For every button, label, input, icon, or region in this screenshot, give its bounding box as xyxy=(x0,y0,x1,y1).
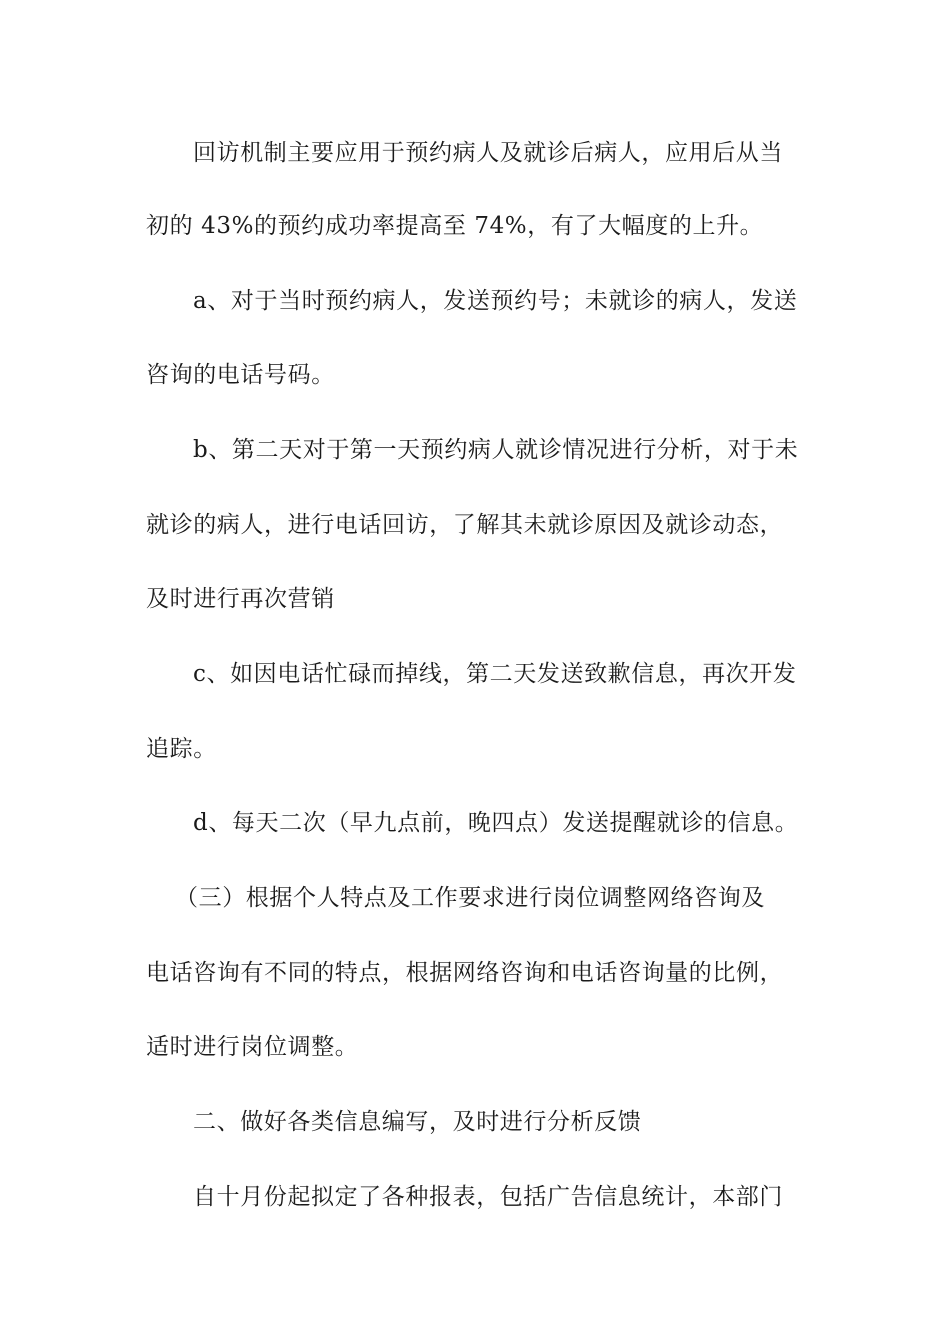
paragraph-line: d、每天二次（早九点前，晚四点）发送提醒就诊的信息。 xyxy=(193,810,799,836)
paragraph-line: a、对于当时预约病人，发送预约号；未就诊的病人，发送 xyxy=(193,288,798,314)
paragraph-line: c、如因电话忙碌而掉线，第二天发送致歉信息，再次开发 xyxy=(193,661,797,687)
paragraph-line: 自十月份起拟定了各种报表，包括广告信息统计，本部门 xyxy=(193,1184,783,1210)
paragraph-line: 电话咨询有不同的特点，根据网络咨询和电话咨询量的比例， xyxy=(146,960,784,986)
paragraph-line: b、第二天对于第一天预约病人就诊情况进行分析，对于未 xyxy=(193,437,799,463)
paragraph-line: 就诊的病人，进行电话回访，了解其未就诊原因及就诊动态， xyxy=(146,512,784,538)
section-heading-line: 二、做好各类信息编写，及时进行分析反馈 xyxy=(193,1109,642,1135)
paragraph-line: 适时进行岗位调整。 xyxy=(146,1034,359,1060)
paragraph-line: 及时进行再次营销 xyxy=(146,586,335,612)
paragraph-line: 追踪。 xyxy=(146,736,217,762)
paragraph-line: 咨询的电话号码。 xyxy=(146,362,335,388)
paragraph-line: 回访机制主要应用于预约病人及就诊后病人，应用后从当 xyxy=(193,140,783,166)
paragraph-line: 初的 43%的预约成功率提高至 74%，有了大幅度的上升。 xyxy=(146,213,764,239)
section-heading-line: （三）根据个人特点及工作要求进行岗位调整网络咨询及 xyxy=(175,885,765,911)
